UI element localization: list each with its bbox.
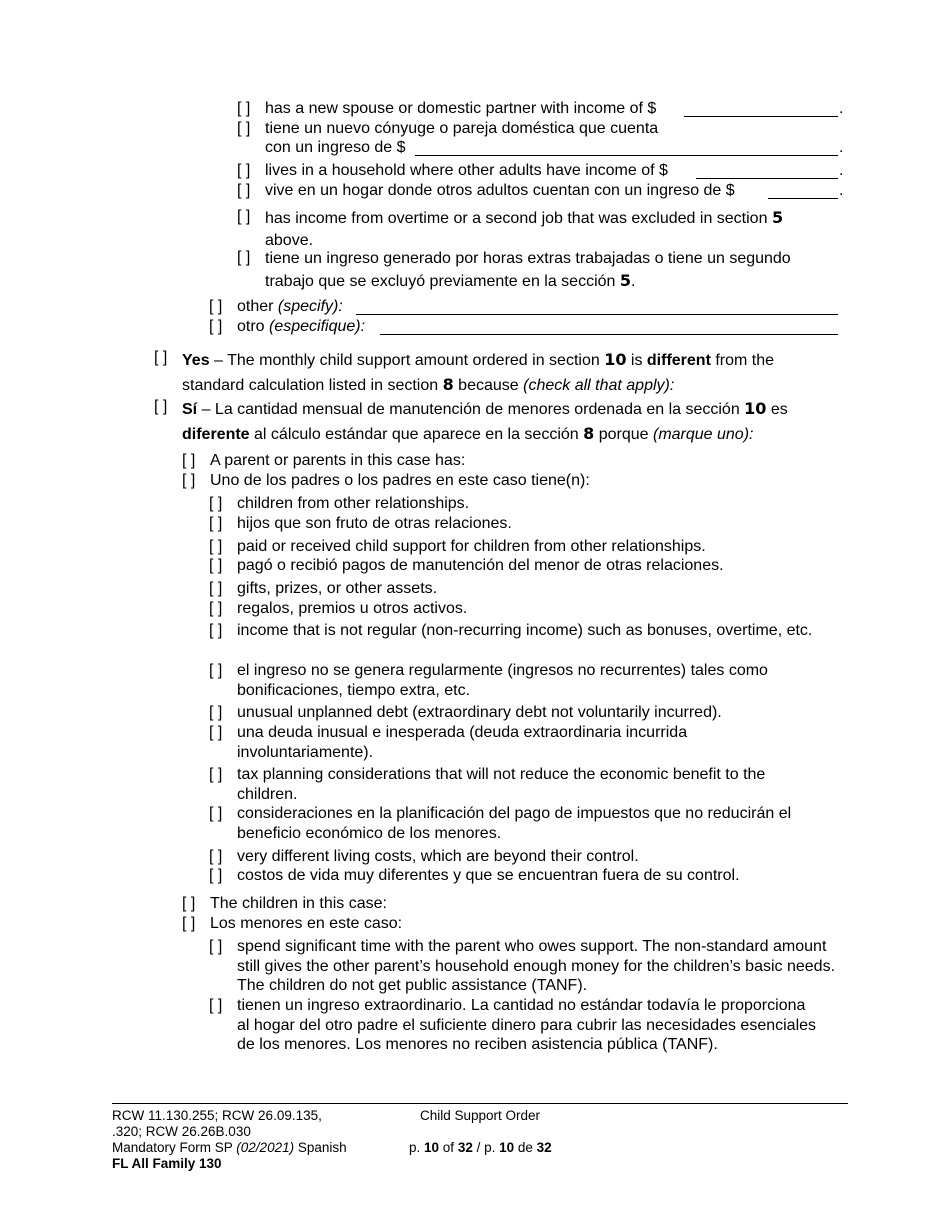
checkbox[interactable]: [ ]: [209, 867, 223, 884]
checkbox[interactable]: [ ]: [154, 398, 168, 415]
period: .: [839, 100, 844, 117]
item-text: has a new spouse or domestic partner with income of $: [265, 100, 657, 117]
item-text: paid or received child support for children from other relationships.: [237, 538, 706, 555]
checkbox[interactable]: [ ]: [182, 452, 196, 469]
item-text: con un ingreso de $: [265, 139, 406, 156]
income-blank[interactable]: [415, 139, 838, 156]
checkbox[interactable]: [ ]: [182, 915, 196, 932]
checkbox[interactable]: [ ]: [237, 162, 251, 179]
checkbox[interactable]: [ ]: [182, 895, 196, 912]
item-text: otro (especifique):: [237, 318, 366, 335]
item-text: Los menores en este caso:: [210, 915, 403, 932]
checkbox[interactable]: [ ]: [209, 318, 223, 335]
footer-divider: [112, 1103, 848, 1104]
checkbox[interactable]: [ ]: [209, 938, 223, 955]
checkbox[interactable]: [ ]: [209, 704, 223, 721]
item-text: income that is not regular (non-recurring income) such as bonuses, overtime, etc.: [237, 622, 813, 639]
item-text: very different living costs, which are beyond their control.: [237, 848, 639, 865]
checkbox[interactable]: [ ]: [209, 997, 223, 1014]
checkbox[interactable]: [ ]: [209, 495, 223, 512]
item-text: spend significant time with the parent who owes support. The non-standard amount still gives the other parent’s household enough money for the children’s basic needs. The children do not get public assistance (TANF).: [237, 938, 836, 994]
item-text: hijos que son fruto de otras relaciones.: [237, 515, 512, 532]
item-text: has income from overtime or a second job that was excluded in section 5 above.: [265, 208, 784, 249]
item-text: Yes – The monthly child support amount ordered in section 10 is different from the standard calculation listed in section 8 because (check all that apply):: [182, 350, 775, 394]
checkbox[interactable]: [ ]: [209, 557, 223, 574]
checkbox[interactable]: [ ]: [209, 848, 223, 865]
footer-page-number: p. 10 of 32 / p. 10 de 32: [409, 1140, 552, 1155]
checkbox[interactable]: [ ]: [237, 182, 251, 199]
other-specify-field[interactable]: [356, 298, 838, 315]
item-text: tiene un ingreso generado por horas extras trabajadas o tiene un segundo trabajo que se excluyó previamente en la sección 5.: [265, 250, 791, 290]
checkbox[interactable]: [ ]: [237, 208, 251, 225]
checkbox[interactable]: [ ]: [209, 515, 223, 532]
item-text: other (specify):: [237, 298, 343, 315]
item-text: costos de vida muy diferentes y que se encuentran fuera de su control.: [237, 867, 740, 884]
checkbox[interactable]: [ ]: [209, 662, 223, 679]
period: .: [839, 182, 844, 199]
item-text: consideraciones en la planificación del pago de impuestos que no reducirán el beneficio económico de los menores.: [237, 805, 792, 842]
period: .: [839, 139, 844, 156]
checkbox[interactable]: [ ]: [209, 724, 223, 741]
item-text: children from other relationships.: [237, 495, 470, 512]
item-text: Sí – La cantidad mensual de manutención de menores ordenada en la sección 10 es diferente al cálculo estándar que aparece en la sección 8 porque (marque uno):: [182, 399, 788, 443]
item-text: tienen un ingreso extraordinario. La cantidad no estándar todavía le proporciona al hogar del otro padre el suficiente dinero para cubrir las necesidades esenciales de los menores. Los menores no reciben asistencia pública (TANF).: [237, 997, 817, 1053]
item-text: unusual unplanned debt (extraordinary debt not voluntarily incurred).: [237, 704, 722, 721]
checkbox[interactable]: [ ]: [237, 249, 251, 266]
other-specify-field[interactable]: [380, 318, 838, 335]
checkbox[interactable]: [ ]: [237, 120, 251, 137]
checkbox[interactable]: [ ]: [154, 349, 168, 366]
item-text: el ingreso no se genera regularmente (ingresos no recurrentes) tales como bonificaciones, tiempo extra, etc.: [237, 662, 768, 699]
footer-title: Child Support Order: [420, 1108, 541, 1123]
footer-rcw: RCW 11.130.255; RCW 26.09.135, .320; RCW 26.26B.030 Mandatory Form SP (02/2021) Spanish FL All Family 130: [112, 1108, 347, 1171]
item-text: una deuda inusual e inesperada (deuda extraordinaria incurrida involuntariamente).: [237, 724, 688, 761]
checkbox[interactable]: [ ]: [209, 622, 223, 639]
item-text: Uno de los padres o los padres en este caso tiene(n):: [210, 472, 590, 489]
checkbox[interactable]: [ ]: [237, 100, 251, 117]
checkbox[interactable]: [ ]: [209, 580, 223, 597]
item-text: pagó o recibió pagos de manutención del menor de otras relaciones.: [237, 557, 724, 574]
checkbox[interactable]: [ ]: [209, 805, 223, 822]
item-text: lives in a household where other adults have income of $: [265, 162, 668, 179]
item-text: gifts, prizes, or other assets.: [237, 580, 438, 597]
item-text: The children in this case:: [210, 895, 387, 912]
income-blank[interactable]: [768, 182, 838, 199]
item-text: vive en un hogar donde otros adultos cuentan con un ingreso de $: [265, 182, 735, 199]
checkbox[interactable]: [ ]: [182, 472, 196, 489]
checkbox[interactable]: [ ]: [209, 298, 223, 315]
item-text: A parent or parents in this case has:: [210, 452, 466, 469]
checkbox[interactable]: [ ]: [209, 600, 223, 617]
item-text: regalos, premios u otros activos.: [237, 600, 468, 617]
period: .: [839, 162, 844, 179]
income-blank[interactable]: [684, 100, 838, 117]
item-text: tiene un nuevo cónyuge o pareja doméstica que cuenta: [265, 120, 659, 137]
checkbox[interactable]: [ ]: [209, 766, 223, 783]
checkbox[interactable]: [ ]: [209, 538, 223, 555]
income-blank[interactable]: [696, 162, 838, 179]
item-text: tax planning considerations that will not reduce the economic benefit to the children.: [237, 766, 766, 803]
